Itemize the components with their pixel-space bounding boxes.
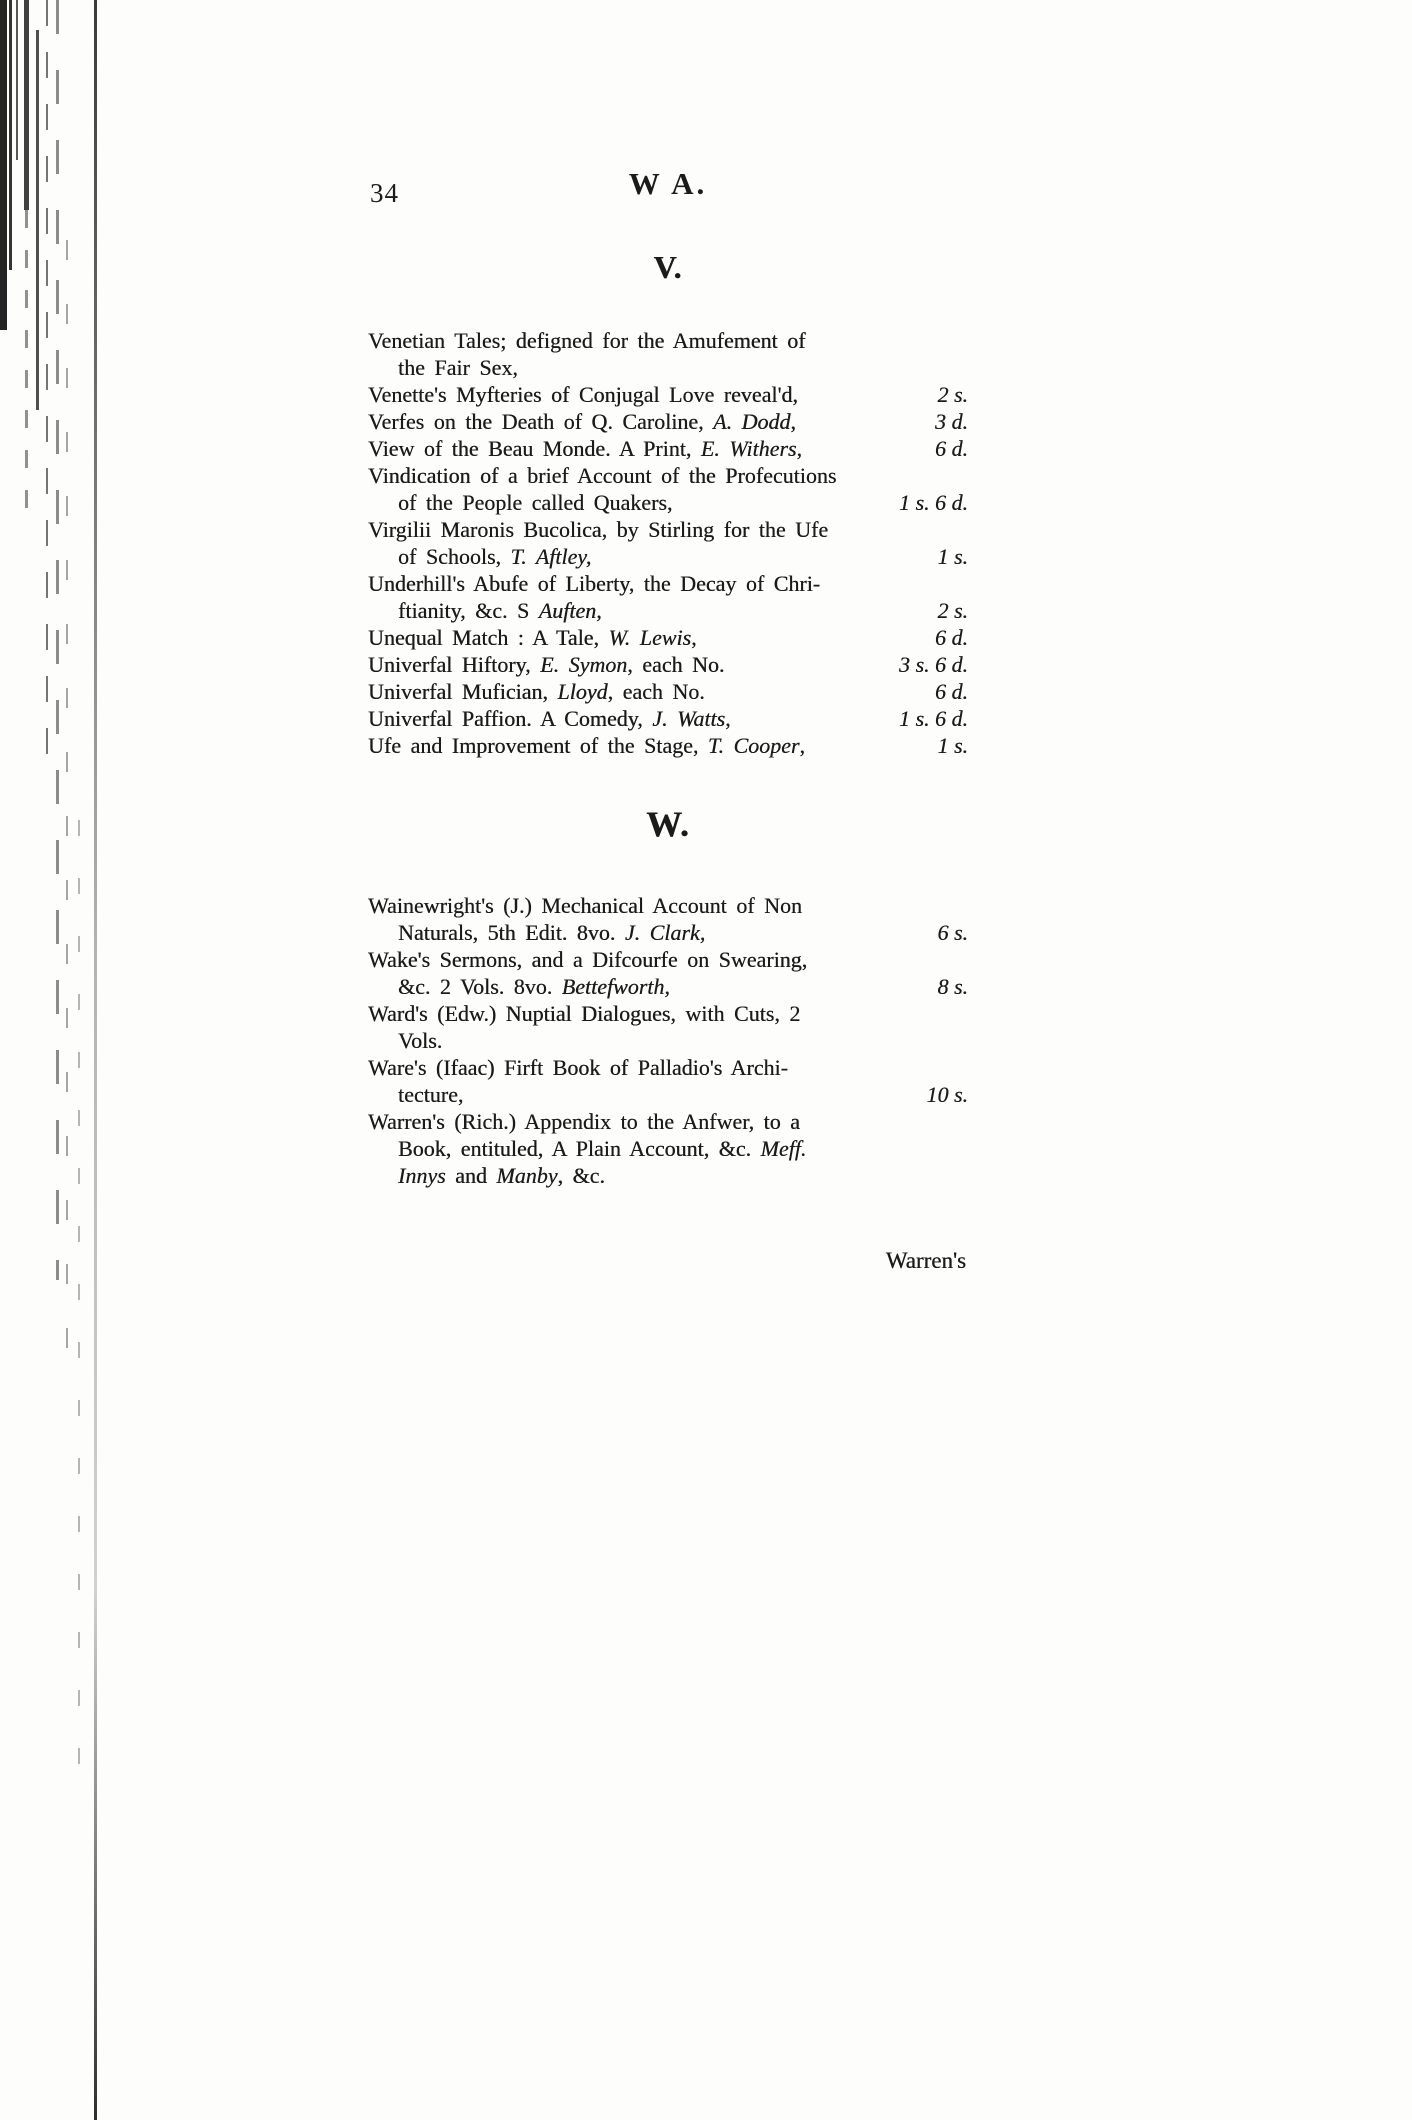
entry-line xyxy=(368,892,968,919)
entry-text-roman: of Schools, xyxy=(398,544,511,569)
scan-artifact xyxy=(94,0,97,2120)
entry-text-roman: Univerfal Paffion. A Comedy, xyxy=(368,706,653,731)
entry-text-roman: , xyxy=(799,733,805,758)
catalog-entry xyxy=(368,678,968,705)
catalog-entry xyxy=(368,381,968,408)
entry-text-roman: ftianity, &c. S xyxy=(398,598,539,623)
price: 8 s. xyxy=(937,974,968,999)
entry-text xyxy=(368,651,724,678)
entry-text-roman: Univerfal Hiftory, xyxy=(368,652,541,677)
entry-text-italic: T. Aftley, xyxy=(510,544,592,569)
entry-text-roman: Venetian Tales; defigned for the Amufement of xyxy=(368,328,806,353)
entry-text xyxy=(368,1108,800,1135)
scan-artifact xyxy=(9,0,12,270)
entry-line xyxy=(368,678,968,705)
entry-text-roman: , each No. xyxy=(607,679,705,704)
entry-line xyxy=(368,1054,968,1081)
catalog-entry xyxy=(368,732,968,759)
entry-text-roman: Virgilii Maronis Bucolica, by Stirling for the Ufe xyxy=(368,517,829,542)
entry-text xyxy=(368,570,820,597)
entry-text-roman: Vols. xyxy=(398,1028,443,1053)
entry-line xyxy=(368,1027,968,1054)
catchword: Warren's xyxy=(885,1248,966,1273)
entry-line xyxy=(368,651,968,678)
price: 6 s. xyxy=(937,920,968,945)
entry-text xyxy=(368,327,805,354)
text-block xyxy=(368,249,968,1189)
price: 3 s. 6 d. xyxy=(898,652,968,677)
catalog-entry xyxy=(368,1108,968,1189)
catalog-entry xyxy=(368,327,968,381)
entry-text-italic: A. Dodd xyxy=(713,409,791,434)
catalog-entry xyxy=(368,1054,968,1108)
entry-text xyxy=(368,1081,463,1108)
entry-line xyxy=(368,1162,968,1189)
entry-text xyxy=(368,973,670,1000)
entry-text-roman: Underhill's Abufe of Liberty, the Decay of Chri- xyxy=(368,571,821,596)
entry-text-roman: Ufe and Improvement of the Stage, xyxy=(368,733,708,758)
entry-line xyxy=(368,919,968,946)
entry-text-italic: Auften, xyxy=(538,598,602,623)
entry-line xyxy=(368,1135,968,1162)
entry-line xyxy=(368,597,968,624)
entry-text xyxy=(368,1027,442,1054)
entry-text-roman: Naturals, 5th Edit. 8vo. xyxy=(398,920,625,945)
entry-text-roman: Book, entituled, A Plain Account, &c. xyxy=(398,1136,761,1161)
entry-text-italic: J. Watts xyxy=(652,706,726,731)
entry-text-roman: , xyxy=(691,625,697,650)
scan-artifact xyxy=(0,0,7,330)
entry-text-roman: , xyxy=(725,706,731,731)
price: 6 d. xyxy=(935,625,968,650)
entry-text xyxy=(368,381,798,408)
page-header xyxy=(368,166,968,210)
entry-text-italic: Bettefworth, xyxy=(561,974,670,999)
entry-text xyxy=(368,624,697,651)
entry-text-roman: &c. 2 Vols. 8vo. xyxy=(398,974,562,999)
entry-text xyxy=(368,946,807,973)
entry-text xyxy=(368,1162,605,1189)
price: 1 s. 6 d. xyxy=(898,706,968,731)
price: 10 s. xyxy=(926,1082,968,1107)
entry-text xyxy=(368,489,672,516)
catalog-entry xyxy=(368,462,968,516)
entry-text xyxy=(368,597,602,624)
entry-line xyxy=(368,327,968,354)
entry-text-roman: tecture, xyxy=(398,1082,464,1107)
entry-text xyxy=(368,1054,788,1081)
entry-line xyxy=(368,705,968,732)
scan-artifact xyxy=(25,210,28,530)
entry-text xyxy=(368,1135,806,1162)
catalog-entry xyxy=(368,1000,968,1054)
entry-text-italic: E. Withers xyxy=(700,436,797,461)
entry-line xyxy=(368,732,968,759)
entry-line xyxy=(368,354,968,381)
catalog-entry xyxy=(368,435,968,462)
entry-text-italic: Lloyd xyxy=(557,679,608,704)
entry-text-roman: Ward's (Edw.) Nuptial Dialogues, with Cuts, 2 xyxy=(368,1001,801,1026)
entry-text-roman: Wainewright's (J.) Mechanical Account of Non xyxy=(368,893,802,918)
entry-text xyxy=(368,408,796,435)
catalog-entry xyxy=(368,892,968,946)
entry-text-roman: Unequal Match : A Tale, xyxy=(368,625,609,650)
entry-line xyxy=(368,624,968,651)
entry-text xyxy=(368,919,705,946)
entry-list xyxy=(368,892,968,1189)
catalog-entry xyxy=(368,705,968,732)
entry-list xyxy=(368,327,968,759)
entry-line xyxy=(368,408,968,435)
entry-text-italic: T. Cooper xyxy=(707,733,800,758)
entry-text-italic: Innys xyxy=(398,1163,446,1188)
entry-text-roman: Univerfal Mufician, xyxy=(368,679,558,704)
entry-text-roman: the Fair Sex, xyxy=(398,355,518,380)
scan-artifact xyxy=(78,820,80,1770)
price: 2 s. xyxy=(937,382,968,407)
entry-text xyxy=(368,705,731,732)
entry-text-roman: , xyxy=(790,409,796,434)
entry-text xyxy=(368,678,705,705)
page-number: 34 xyxy=(370,178,399,208)
entry-line xyxy=(368,489,968,516)
entry-line xyxy=(368,1108,968,1135)
entry-text-roman: View of the Beau Monde. A Print, xyxy=(368,436,701,461)
entry-text-italic: J. Clark, xyxy=(624,920,706,945)
price: 1 s. 6 d. xyxy=(898,490,968,515)
catalog-entry xyxy=(368,570,968,624)
entry-text-roman: Vindication of a brief Account of the Profecutions xyxy=(368,463,837,488)
section-heading: V. xyxy=(653,249,683,285)
price: 2 s. xyxy=(937,598,968,623)
entry-text xyxy=(368,516,828,543)
entry-text-roman: Venette's Myfteries of Conjugal Love reveal'd, xyxy=(368,382,798,407)
price: 3 d. xyxy=(935,409,968,434)
scan-artifact xyxy=(56,0,59,1280)
entry-text-italic: W. Lewis xyxy=(608,625,692,650)
scan-artifact xyxy=(24,0,29,210)
entry-text xyxy=(368,462,836,489)
entry-text-roman: , each No. xyxy=(627,652,725,677)
price: 6 d. xyxy=(935,679,968,704)
entry-line xyxy=(368,381,968,408)
entry-text-roman: Verfes on the Death of Q. Caroline, xyxy=(368,409,714,434)
section-heading: W. xyxy=(646,804,690,844)
entry-text-roman: , xyxy=(796,436,802,461)
entry-text-roman: , &c. xyxy=(557,1163,605,1188)
entry-text xyxy=(368,354,518,381)
catalog-entry xyxy=(368,946,968,1000)
entry-text xyxy=(368,1000,800,1027)
scan-artifact xyxy=(66,240,68,1390)
price: 6 d. xyxy=(935,436,968,461)
entry-text-roman: of the People called Quakers, xyxy=(398,490,673,515)
catalog-entry xyxy=(368,516,968,570)
entry-line xyxy=(368,570,968,597)
entry-text-roman: and xyxy=(445,1163,497,1188)
entry-text xyxy=(368,732,805,759)
entry-text-roman: Ware's (Ifaac) Firft Book of Palladio's Archi- xyxy=(368,1055,788,1080)
catalog-entry xyxy=(368,651,968,678)
entry-text-italic: Meff. xyxy=(760,1136,807,1161)
entry-text xyxy=(368,435,802,462)
scan-artifact xyxy=(16,0,18,160)
scan-artifact xyxy=(36,30,39,410)
entry-line xyxy=(368,516,968,543)
entry-text-italic: E. Symon xyxy=(540,652,628,677)
entry-line xyxy=(368,1081,968,1108)
entry-text xyxy=(368,892,802,919)
entry-text xyxy=(368,543,591,570)
entry-text-italic: Manby xyxy=(496,1163,558,1188)
entry-text-roman: Wake's Sermons, and a Difcourfe on Swearing, xyxy=(368,947,808,972)
price: 1 s. xyxy=(937,544,968,569)
price: 1 s. xyxy=(937,733,968,758)
entry-text-roman: Warren's (Rich.) Appendix to the Anfwer, to a xyxy=(368,1109,800,1134)
catalog-entry xyxy=(368,408,968,435)
running-header: W A. xyxy=(628,166,708,201)
entry-line xyxy=(368,946,968,973)
entry-line xyxy=(368,462,968,489)
entry-line xyxy=(368,973,968,1000)
entry-line xyxy=(368,543,968,570)
scan-artifact xyxy=(46,0,48,780)
entry-line xyxy=(368,1000,968,1027)
entry-line xyxy=(368,435,968,462)
catalog-entry xyxy=(368,624,968,651)
